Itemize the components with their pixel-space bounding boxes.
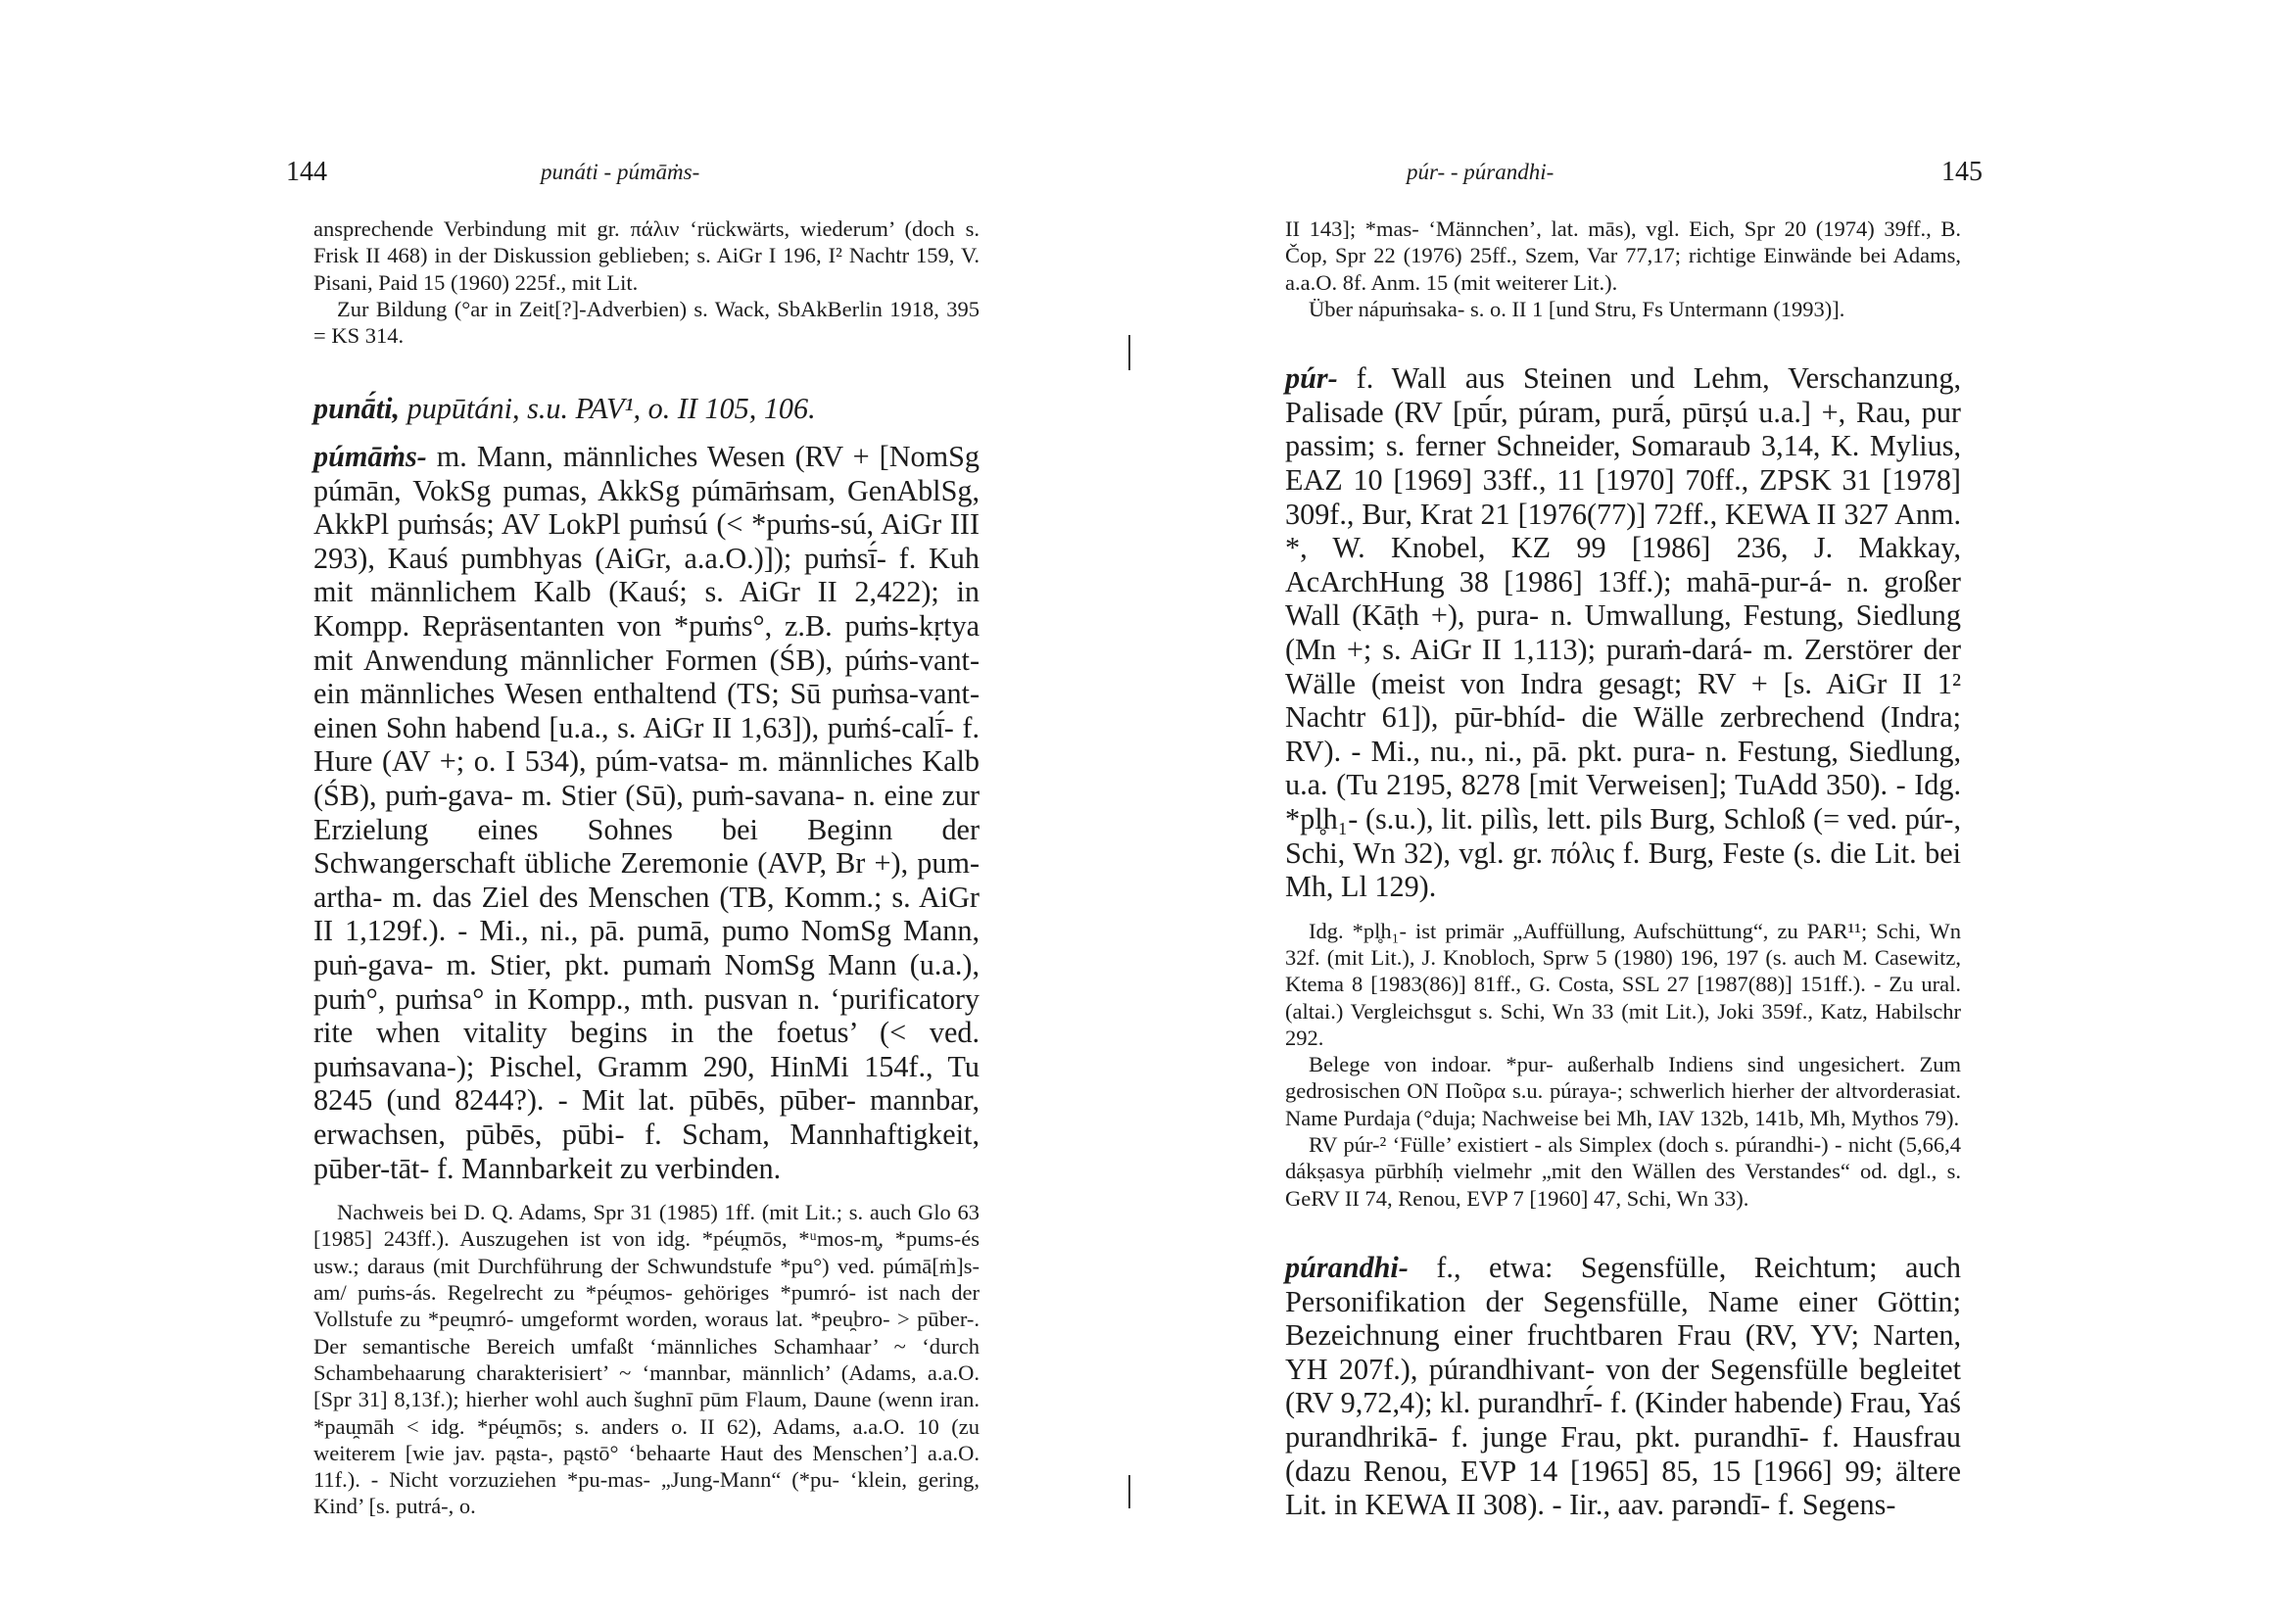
- right-page: [1148, 0, 2296, 1622]
- right-running-head: púr- - púrandhi-: [1407, 160, 1555, 184]
- right-page-number: 145: [1941, 157, 1983, 187]
- gutter-mark: [1128, 335, 1130, 370]
- entry-purandhi-text: f., etwa: Segensfülle, Reichtum; auch Personifikation der Segensfülle, Name einer Göttin; Bezeichnung einer fruchtbaren Frau (RV, YV; Narten, YH 207f.), púrandhivant- von der Segensfülle begleitet (RV 9,72,4); kl. purandhrī́- f. (Kinder habende) Frau, Yaś purandhrikā- f. junge Frau, pkt. purandhī- f. Hausfrau (dazu Renou, EVP 14 [1965] 85, 15 [1966] 99; ältere Lit. in KEWA II 308). - Iir., aav. parəndī- f. Segens-: [1285, 1250, 1961, 1522]
- left-running-head: punáti - púmāṁs-: [541, 160, 700, 184]
- entry-pumams-text: m. Mann, männliches Wesen (RV + [NomSg púmān, VokSg pumas, AkkSg púmāṁsam, GenAblSg, AkkPl puṁsás; AV LokPl puṁsú (< *puṁs-sú, AiGr III 293), Kauś pumbhyas (AiGr, a.a.O.)]); puṁsī́- f. Kuh mit männlichem Kalb (Kauś; s. AiGr II 2,422); in Kompp. Repräsentanten von *puṁs°, z.B. puṁs-kṛtya mit Anwendung männlicher Formen (ŚB), púṁs-vant- ein männliches Wesen enthaltend (TS; Sū puṁsa-vant- einen Sohn habend [u.a., s. AiGr II 1,63]), puṁś-calī́- f. Hure (AV +; o. I 534), púm-vatsa- m. männliches Kalb (ŚB), puṁ-gava- m. Stier (Sū), puṁ-savana- n. eine zur Erzielung eines Sohnes bei Beginn der Schwangerschaft übliche Zeremonie (AVP, Br +), pum-artha- m. das Ziel des Menschen (TB, Komm.; s. AiGr II 1,129f.). - Mi., ni., pā. pumā, pumo NomSg Mann, puṅ-gava- m. Stier, pkt. pumaṁ NomSg Mann (u.a.), puṁ°, puṁsa° in Kompp., mth. pusvan n. ‘purificatory rite when vitality begins in the foetus’ (< ved. puṁsavana-); Pischel, Gramm 290, HinMi 154f., Tu 8245 (und 8244?). - Mit lat. pūbēs, pūber- mannbar, erwachsen, pūbēs, pūbi- f. Scham, Mannhaftigkeit, pūber-tāt- f. Mannbarkeit zu verbinden.: [313, 440, 980, 1185]
- entry-punati: [313, 392, 980, 426]
- entry-pur-lemma: púr-: [1285, 361, 1338, 396]
- bottom-note: Nachweis bei D. Q. Adams, Spr 31 (1985) 1ff. (mit Lit.; s. auch Glo 63 [1985] 243ff.). Auszugehen ist von idg. *péu̯mōs, *ᵘmos-m̥, *pums-és usw.; daraus (mit Durchführung der Schwundstufe *pu°) ved. púmā[ṁ]s-am/ puṁs-ás. Regelrecht zu *péu̯mos- gehöriges *pumró- ist nach der Vollstufe zu *peu̯mró- umgeformt worden, woraus lat. *peu̯bro- > pūber-. Der semantische Bereich umfaßt ‘männliches Schamhaar’ ~ ‘durch Schambehaarung charakterisiert’ ~ ‘mannbar, männlich’ (Adams, a.a.O. [Spr 31] 8,13f.); hierher wohl auch šughnī pūm Flaum, Daune (wenn iran. *pau̯māh < idg. *péu̯mōs; s. anders o. II 62), Adams, a.a.O. 10 (zu weiterem [wie jav. pąsta-, pąstō° ‘behaarte Haut des Menschen’] a.a.O. 11f.). - Nicht vorzuziehen *pu-mas- „Jung-Mann“ (*pu- ‘klein, gering, Kind’ [s. putrá-, o.: [313, 1200, 980, 1519]
- entry-pumams: [313, 440, 980, 1185]
- top-note-para-2: Zur Bildung (°ar in Zeit[?]-Adverbien) s. Wack, SbAkBerlin 1918, 395 = KS 314.: [313, 296, 980, 349]
- mid-note-para-3: RV púr-² ‘Fülle’ existiert - als Simplex (doch s. púrandhi-) - nicht (5,66,4 dákṣasya pūrbhíḥ vielmehr „mit den Wällen des Verstandes“ od. dgl., s. GeRV II 74, Renou, EVP 7 [1960] 47, Schi, Wn 33).: [1285, 1132, 1961, 1211]
- top-note-para-1: ansprechende Verbindung mit gr. πάλιν ‘rückwärts, wiederum’ (doch s. Frisk II 468) in der Diskussion geblieben; s. AiGr I 196, I² Nachtr 159, V. Pisani, Paid 15 (1960) 225f., mit Lit.: [313, 216, 980, 295]
- left-page-number: 144: [286, 157, 327, 187]
- mid-note-para-2: Belege von indoar. *pur- außerhalb Indiens sind ungesichert. Zum gedrosischen ON Ποῦρα s.u. púraya-; schwerlich hierher der altvorderasiat. Name Purdaja (°duja; Nachweise bei Mh, IAV 132b, 141b, Mh, Mythos 79).: [1285, 1052, 1961, 1130]
- mid-note-para-1: Idg. *pl̥h₁- ist primär „Auffüllung, Aufschüttung“, zu PAR¹¹; Schi, Wn 32f. (mit Lit.), J. Knobloch, Sprw 5 (1980) 196, 197 (s. auch M. Casewitz, Ktema 8 [1983(86)] 81ff., G. Costa, SSL 27 [1987(88)] 151ff.). - Zu ural. (altai.) Vergleichsgut s. Schi, Wn 33 (mit Lit.), Joki 359f., Katz, Habilschr 292.: [1285, 918, 1961, 1050]
- left-column: [313, 215, 980, 1520]
- entry-punati-lemma: punā́ti,: [313, 392, 401, 426]
- entry-pur: [1285, 361, 1961, 904]
- entry-pur-text: f. Wall aus Steinen und Lehm, Verschanzung, Palisade (RV [pū́r, púram, purā́, pūrṣú u.a.] +, Rau, pur passim; s. ferner Schneider, Somaraub 3,14, K. Mylius, EAZ 10 [1969] 33ff., 11 [1970] 70ff., ZPSK 31 [1978] 309f., Bur, Krat 21 [1976(77)] 72ff., KEWA II 327 Anm. *, W. Knobel, KZ 99 [1986] 236, J. Makkay, AcArchHung 38 [1986] 13ff.); mahā-pur-á- n. großer Wall (Kāṭh +), pura- n. Umwallung, Festung, Siedlung (Mn +; s. AiGr II 1,113); puraṁ-dará- m. Zerstörer der Wälle (meist von Indra gesagt; RV + [s. AiGr II 1² Nachtr 61]), pūr-bhíd- die Wälle zerbrechend (Indra; RV). - Mi., nu., ni., pā. pkt. pura- n. Festung, Siedlung, u.a. (Tu 2195, 8278 [mit Verweisen]; TuAdd 350). - Idg. *pl̥h₁- (s.u.), lit. pilìs, lett. pils Burg, Schloß (= ved. púr-, Schi, Wn 32), vgl. gr. πόλις f. Burg, Feste (s. die Lit. bei Mh, Ll 129).: [1285, 361, 1961, 904]
- gutter-mark: [1128, 1475, 1130, 1508]
- gutter: [1128, 0, 1129, 1622]
- right-top-note-para-2: Über nápuṁsaka- s. o. II 1 [und Stru, Fs Untermann (1993)].: [1309, 296, 1845, 321]
- right-top-note-para-1: II 143]; *mas- ‘Männchen’, lat. mās), vgl. Eich, Spr 20 (1974) 39ff., B. Čop, Spr 22 (1976) 25ff., Szem, Var 77,17; richtige Einwände bei Adams, a.a.O. 8f. Anm. 15 (mit weiterer Lit.).: [1285, 216, 1961, 295]
- entry-purandhi-lemma: púrandhi-: [1285, 1250, 1409, 1284]
- entry-purandhi: [1285, 1251, 1961, 1522]
- right-column: [1285, 215, 1961, 1522]
- entry-punati-rest: pupūtáni, s.u. PAV¹, o. II 105, 106.: [400, 392, 816, 426]
- entry-pumams-lemma: púmāṁs-: [313, 440, 427, 474]
